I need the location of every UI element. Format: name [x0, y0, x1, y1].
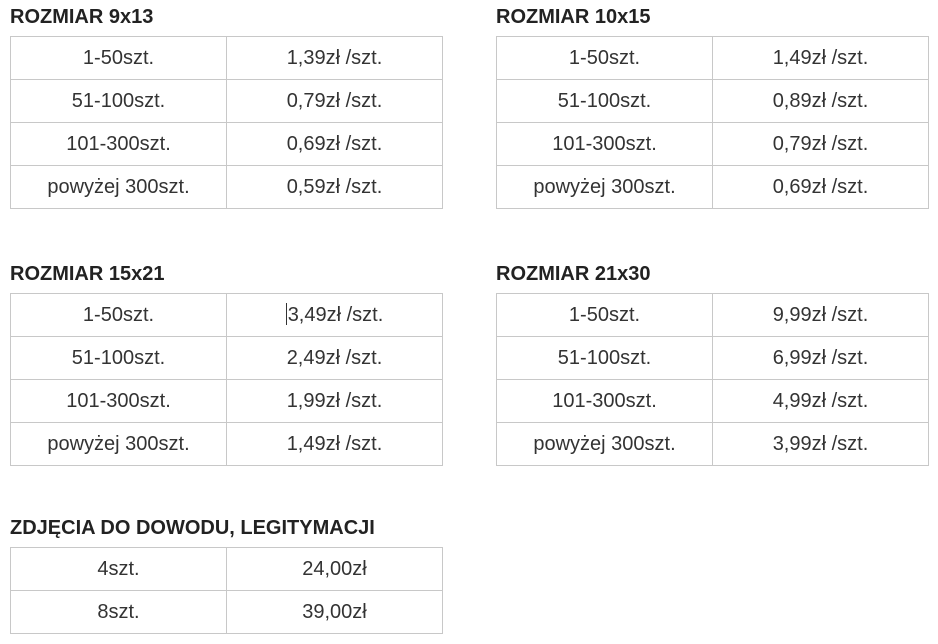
- table-row: [11, 548, 443, 591]
- price-cell: 0,69zł /szt.: [227, 123, 443, 166]
- section-title: ROZMIAR 9x13: [10, 6, 154, 28]
- table-row: [11, 166, 443, 209]
- table-row: [11, 591, 443, 634]
- price-cell: 0,79zł /szt.: [227, 80, 443, 123]
- price-cell: 0,79zł /szt.: [713, 123, 929, 166]
- section-title: ROZMIAR 10x15: [496, 6, 651, 28]
- table-row: [497, 380, 929, 423]
- price-cell: 3,99zł /szt.: [713, 423, 929, 466]
- price-cell: 1,49zł /szt.: [227, 423, 443, 466]
- price-cell: 39,00zł: [227, 591, 443, 634]
- quantity-cell: 51-100szt.: [11, 80, 227, 123]
- table-row: [497, 423, 929, 466]
- quantity-cell: 1-50szt.: [11, 37, 227, 80]
- quantity-cell: 101-300szt.: [497, 380, 713, 423]
- table-row: [11, 294, 443, 337]
- table-row: [11, 423, 443, 466]
- quantity-cell: 1-50szt.: [11, 294, 227, 337]
- quantity-cell: 1-50szt.: [497, 37, 713, 80]
- price-cell: 1,99zł /szt.: [227, 380, 443, 423]
- price-cell[interactable]: [227, 294, 443, 337]
- price-cell: 1,49zł /szt.: [713, 37, 929, 80]
- table-row: [497, 337, 929, 380]
- price-cell: 6,99zł /szt.: [713, 337, 929, 380]
- table-row: [497, 37, 929, 80]
- price-table: [10, 547, 443, 634]
- table-row: [497, 294, 929, 337]
- price-text: 3,49zł /szt.: [287, 304, 384, 326]
- section-title: ZDJĘCIA DO DOWODU, LEGITYMACJI: [10, 517, 375, 539]
- table-row: [497, 123, 929, 166]
- table-row: [497, 166, 929, 209]
- price-section-21x30: [496, 257, 929, 469]
- quantity-cell: powyżej 300szt.: [497, 166, 713, 209]
- table-row: [11, 80, 443, 123]
- quantity-cell: 101-300szt.: [497, 123, 713, 166]
- price-table: [10, 36, 443, 209]
- price-section-15x21: [10, 257, 443, 469]
- price-cell: 1,39zł /szt.: [227, 37, 443, 80]
- table-row: [497, 80, 929, 123]
- quantity-cell: powyżej 300szt.: [497, 423, 713, 466]
- table-row: [11, 37, 443, 80]
- price-section-9x13: [10, 0, 443, 212]
- price-section-id-photos: [10, 511, 443, 641]
- price-cell: 2,49zł /szt.: [227, 337, 443, 380]
- quantity-cell: 51-100szt.: [497, 337, 713, 380]
- price-cell: 24,00zł: [227, 548, 443, 591]
- price-table: [496, 293, 929, 466]
- section-title: ROZMIAR 15x21: [10, 263, 165, 285]
- table-row: [11, 337, 443, 380]
- quantity-cell: 101-300szt.: [11, 380, 227, 423]
- price-cell: 0,59zł /szt.: [227, 166, 443, 209]
- price-cell: 9,99zł /szt.: [713, 294, 929, 337]
- quantity-cell: 4szt.: [11, 548, 227, 591]
- quantity-cell: 51-100szt.: [497, 80, 713, 123]
- text-cursor: [286, 303, 287, 325]
- quantity-cell: 51-100szt.: [11, 337, 227, 380]
- price-table: [496, 36, 929, 209]
- table-row: [11, 123, 443, 166]
- table-row: [11, 380, 443, 423]
- quantity-cell: 8szt.: [11, 591, 227, 634]
- quantity-cell: powyżej 300szt.: [11, 166, 227, 209]
- section-title: ROZMIAR 21x30: [496, 263, 651, 285]
- price-cell: 0,69zł /szt.: [713, 166, 929, 209]
- price-section-10x15: [496, 0, 929, 212]
- quantity-cell: 1-50szt.: [497, 294, 713, 337]
- price-cell: 0,89zł /szt.: [713, 80, 929, 123]
- price-cell: 4,99zł /szt.: [713, 380, 929, 423]
- price-table: [10, 293, 443, 466]
- quantity-cell: powyżej 300szt.: [11, 423, 227, 466]
- quantity-cell: 101-300szt.: [11, 123, 227, 166]
